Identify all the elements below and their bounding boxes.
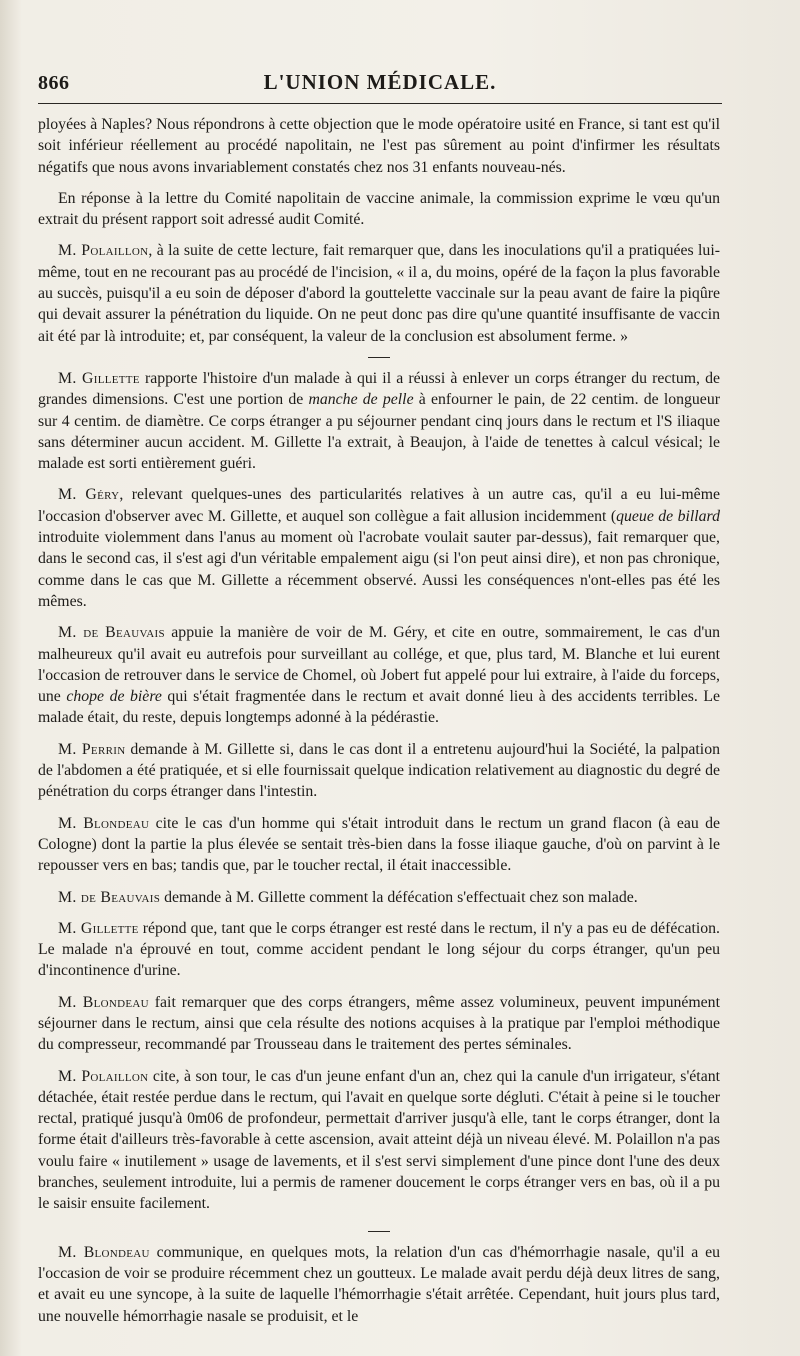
paragraph (38, 114, 720, 178)
paragraph-text: , relevant quelques-unes des particularités relatives à un autre cas, qu'il a eu lui-même l'occasion d'observer avec M. Gillette, et auquel son collègue a fait allusion incidemment ( (38, 486, 720, 525)
paragraph (38, 188, 720, 231)
paragraph-text: , à la suite de cette lecture, fait remarquer que, dans les inoculations qu'il a pratiquées lui-même, tout en ne recourant pas au procédé de l'incision, « il a, du moins, opéré de la façon la plus favorable au succès, puisqu'il a eu soin de déposer d'abord la gouttelette vaccinale sur la peau avant de faire la piqûre qui devait assurer la pénétration du liquide. On ne peut donc pas dire qu'une quantité insuffisante de vaccin ait été par là introduite; et, par conséquent, la valeur de la conclusion est absolument ferme. » (38, 242, 720, 345)
speaker-name: M. Gillette (58, 369, 140, 387)
page-number: 866 (38, 72, 70, 94)
speaker-name: M. Polaillon (58, 242, 149, 260)
paragraph-text: En réponse à la lettre du Comité napolitain de vaccine animale, la commission exprime le vœu qu'un extrait du présent rapport soit adressé audit Comité. (38, 189, 720, 229)
paragraph (38, 739, 720, 803)
paragraph-text: qui s'était fragmentée dans le rectum et avait donné lieu à des accidents terribles. Le malade était, du reste, depuis longtemps adonné à la pédérastie. (38, 688, 720, 727)
running-title: L'UNION MÉDICALE. (263, 70, 497, 94)
paragraph-text: demande à M. Gillette comment la défécation s'effectuait chez son malade. (160, 888, 638, 906)
speaker-name: M. Blondeau (58, 993, 149, 1011)
italic-term: chope de bière (66, 688, 162, 706)
header-rule (38, 103, 722, 104)
paragraph (38, 1066, 720, 1215)
speaker-name: M. Gillette (58, 919, 139, 937)
speaker-name: M. de Beauvais (58, 624, 165, 642)
paragraph-text: cite, à son tour, le cas d'un jeune enfant d'un an, chez qui la canule d'un irrigateur, s'étant détachée, était restée perdue dans le rectum, qui l'avait en quelque sorte dégluti. C'était à peine si le toucher rectal, pratiqué jusqu'à 0m06 de profondeur, permettait d'arriver jusqu'à elle, tant le corps étranger, dont la forme était d'ailleurs très-favorable à cette ascension, avait atteint déjà un niveau élevé. M. Polaillon n'a pas voulu faire « inutilement » usage de lavements, et il s'est servi simplement d'une pince dont l'une des deux branches, seulement introduite, lui a permis de ramener doucement le corps étranger vers en bas, où il a pu le saisir ensuite facilement. (38, 1067, 720, 1213)
speaker-name: M. Blondeau (58, 1243, 150, 1261)
paragraph (38, 240, 720, 346)
paragraph-text: fait remarquer que des corps étrangers, même assez volumineux, peuvent impunément séjourner dans le rectum, ainsi que cela résulte des notions acquises à la pratique par l'emploi méthodique du compresseur, recommandé par Trousseau dans le traitement des pertes séminales. (38, 993, 720, 1054)
italic-term: queue de billard (616, 507, 720, 525)
speaker-name: M. Polaillon (58, 1067, 149, 1085)
paragraph-text: communique, en quelques mots, la relation d'un cas d'hémorrhagie nasale, qu'il a eu l'occasion de voir se produire récemment chez un goutteux. Le malade avait perdu déjà deux litres de sang, et avait eu une syncope, à la suite de laquelle l'hémorrhagie s'était arrêtée. Cependant, huit jours plus tard, une nouvelle hémorrhagie nasale se produisit, et le (38, 1243, 720, 1325)
paragraph (38, 813, 720, 877)
section-separator (368, 1231, 390, 1232)
italic-term: manche de pelle (308, 391, 414, 409)
paragraph (38, 1242, 720, 1327)
paragraph-text: répond que, tant que le corps étranger est resté dans le rectum, il n'y a pas eu de défécation. Le malade n'a éprouvé en tout, comme accident pendant le long séjour du corps étranger, qu'un peu d'incontinence d'urine. (38, 919, 720, 980)
paragraph-text: à enfourner le pain, de 22 centim. de longueur sur 4 centim. de diamètre. Ce corps étranger a pu séjourner pendant cinq jours dans le rectum et l'S iliaque sans déterminer aucun accident. M. Gillette l'a extrait, à Beaujon, à l'aide de tenettes à calcul vésical; le malade est sorti entièrement guéri. (38, 391, 720, 473)
speaker-name: M. Blondeau (58, 814, 150, 832)
paragraph-text: introduite violemment dans l'anus au moment où l'acrobate voulait sauter par-dessus), fait remarquer que, dans le second cas, il s'est agi d'un véritable empalement aigu (si l'on peut ainsi dire), et non pas chronique, comme dans le cas que M. Gillette a récemment observé. Aussi les conséquences n'ont-elles pas été les mêmes. (38, 529, 720, 610)
paragraph-text: cite le cas d'un homme qui s'était introduit dans le rectum un grand flacon (à eau de Cologne) dont la partie la plus élevée se sentait très-bien dans la fosse iliaque gauche, d'où on parvint à le repousser vers en bas; tandis que, par le toucher rectal, il était inaccessible. (38, 814, 720, 875)
paragraph (38, 918, 720, 982)
speaker-name: M. Géry (58, 486, 120, 504)
paragraph (38, 887, 720, 908)
speaker-name: M. de Beauvais (58, 888, 161, 906)
article-body (38, 114, 720, 1337)
speaker-name: M. Perrin (58, 740, 126, 758)
paragraph (38, 992, 720, 1056)
section-separator (368, 357, 390, 358)
paragraph-text: rapporte l'histoire d'un malade à qui il a réussi à enlever un corps étranger du rectum, de grandes dimensions. C'est une portion de (38, 369, 720, 409)
paragraph (38, 368, 720, 474)
paragraph-text: ployées à Naples? Nous répondrons à cette objection que le mode opératoire usité en France, si tant est qu'il soit inférieur réellement au procédé napolitain, ne l'est pas sûrement au point d'infirmer les résultats négatifs que nous avons invariablement constatés chez nos 31 enfants nouveau-nés. (38, 116, 720, 176)
paragraph-text: appuie la manière de voir de M. Géry, et cite en outre, sommairement, le cas d'un malheureux qu'il avait eu autrefois pour surveillant au collége, et que, plus tard, M. Blanche et lui eurent l'occasion de retrouver dans le service de Chomel, où Jobert fut appelé pour lui extraire, à l'aide du forceps, une (38, 624, 720, 706)
paragraph-text: demande à M. Gillette si, dans le cas dont il a entretenu aujourd'hui la Société, la palpation de l'abdomen a été pratiquée, et si elle fournissait quelque indication relativement au diagnostic du degré de pénétration du corps étranger dans l'intestin. (38, 740, 720, 801)
paragraph (38, 622, 720, 728)
paragraph (38, 484, 720, 612)
page-header (38, 66, 722, 102)
